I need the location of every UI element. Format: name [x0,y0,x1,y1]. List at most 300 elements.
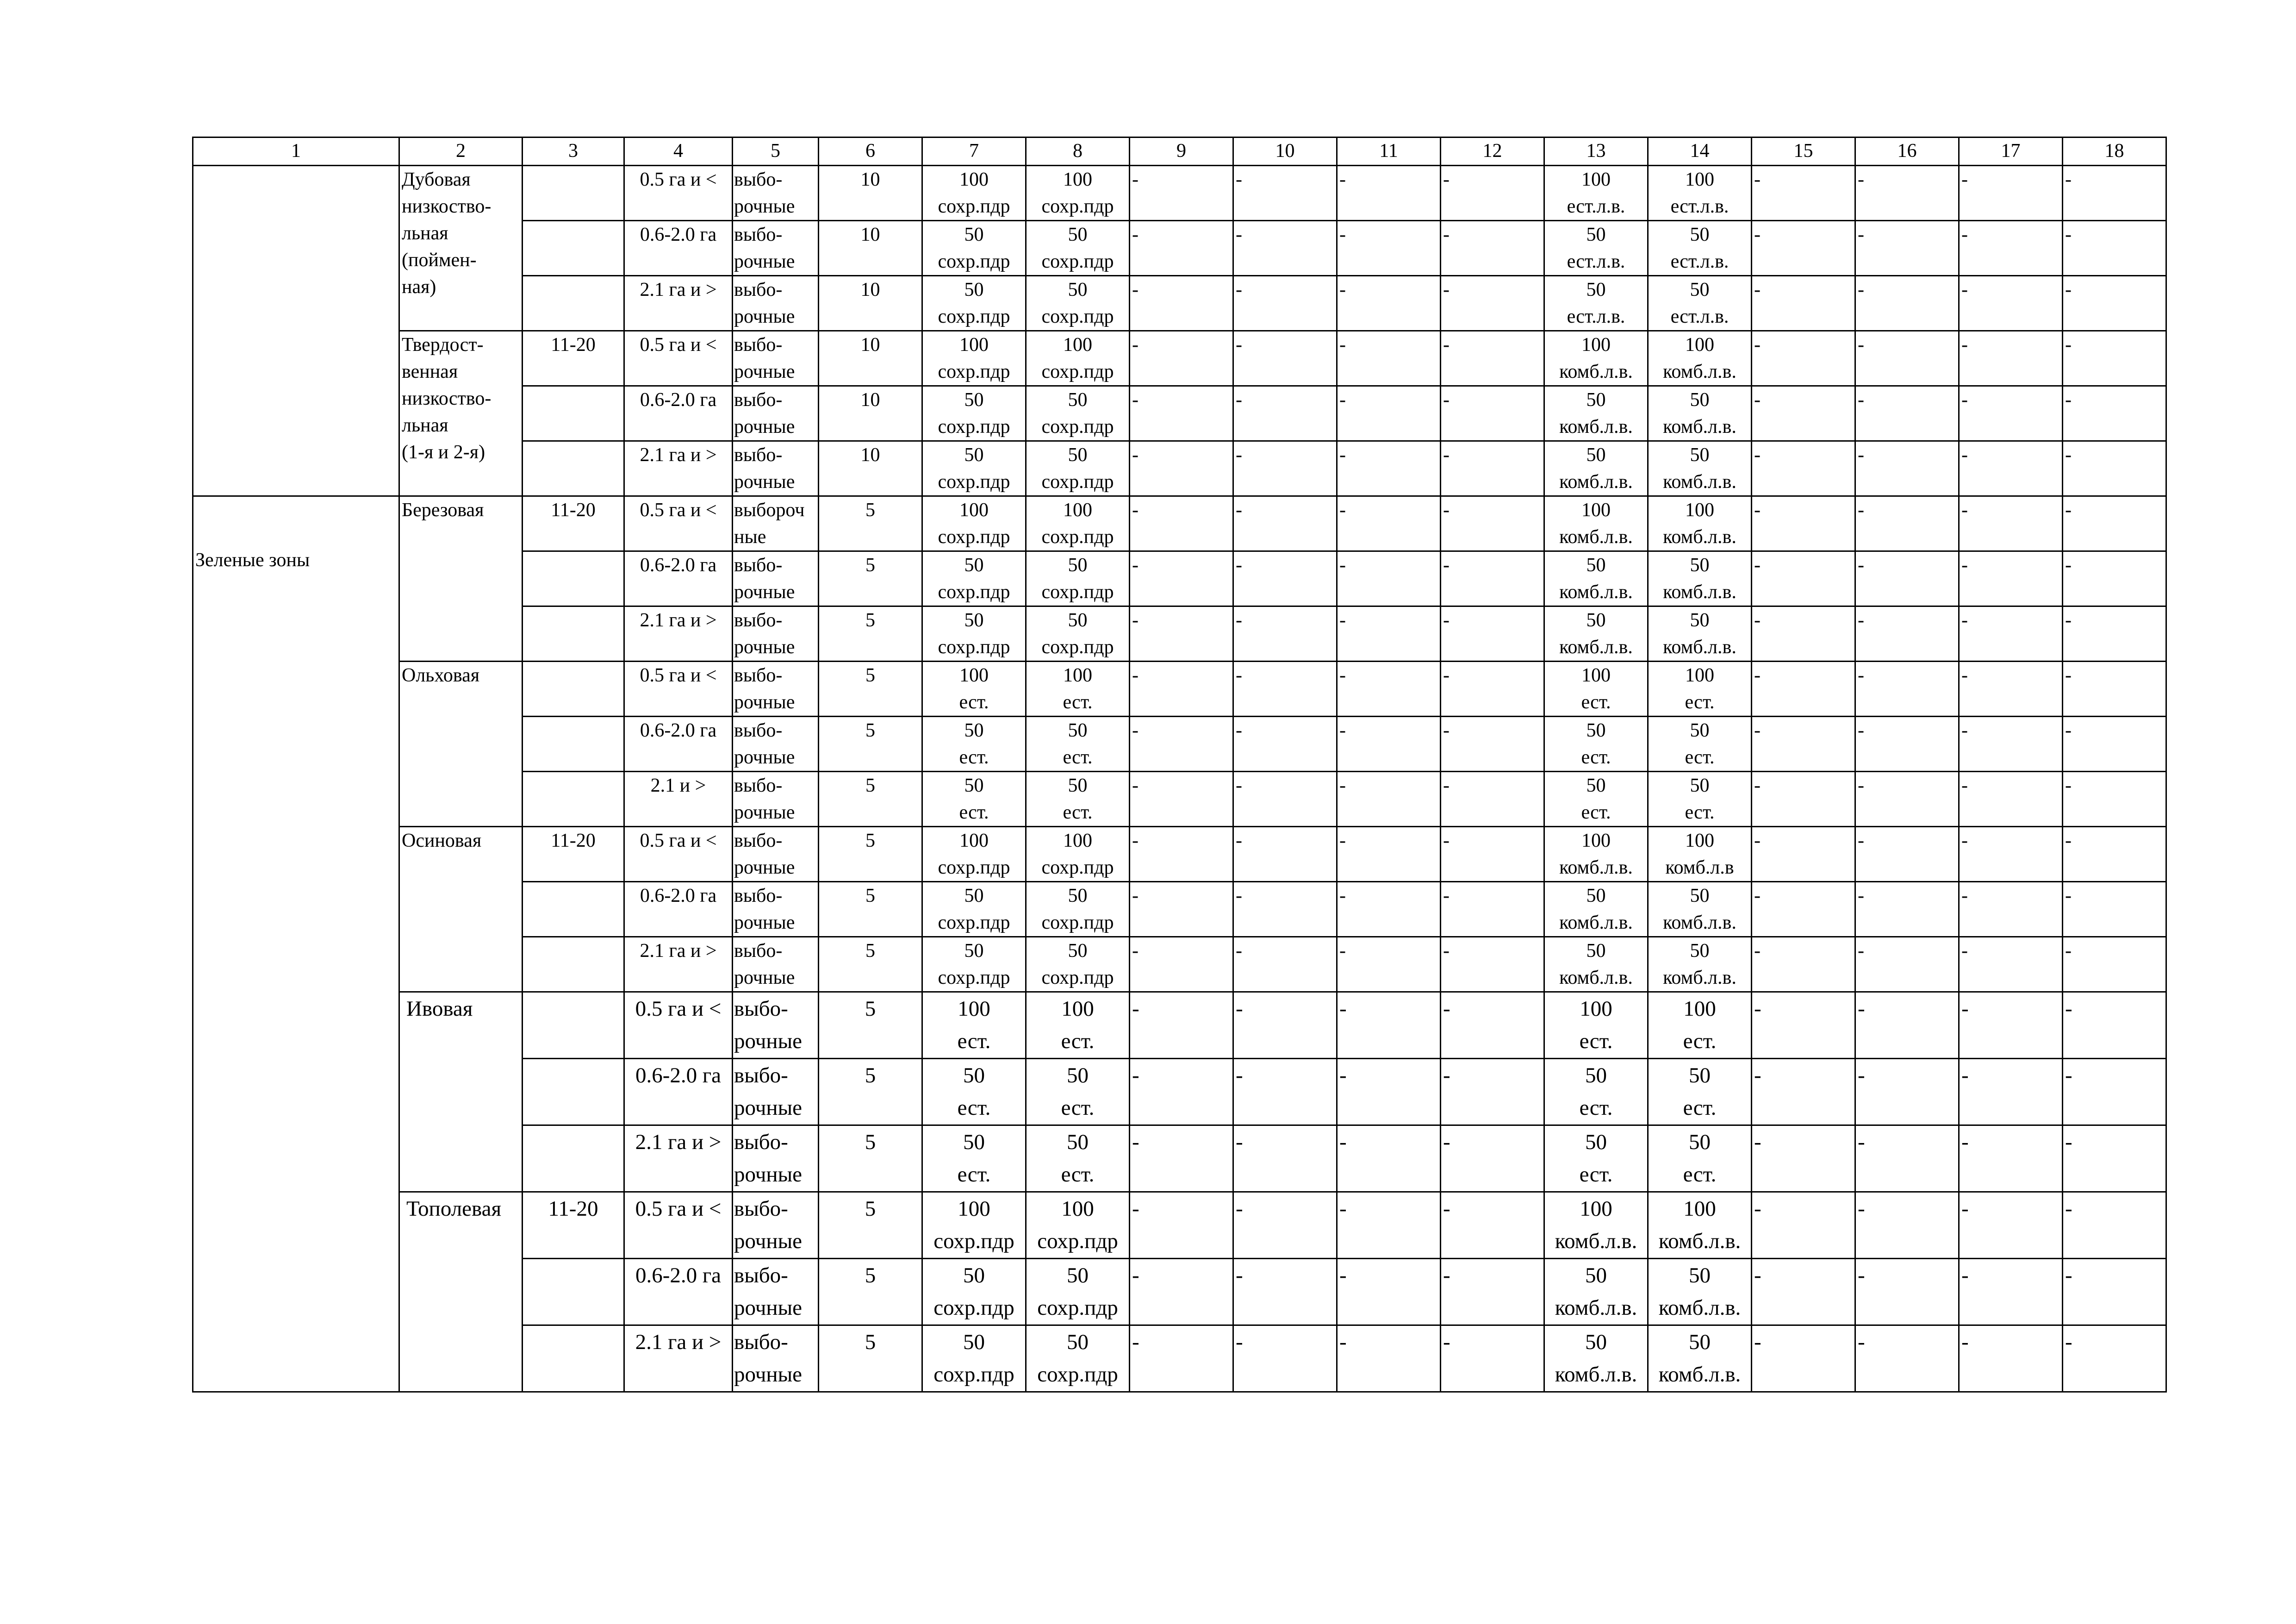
dash-cell: - [1959,992,2063,1059]
area-cell: 0.6-2.0 га [624,1059,733,1125]
dash-cell: - [1233,1059,1337,1125]
c14-method: комб.л.в. [1663,416,1736,437]
dash-cell: - [1441,882,1544,937]
c13-cell [1544,386,1648,441]
age-cell [523,606,624,662]
header-cell-13: 13 [1544,137,1648,166]
dash-cell: - [1130,1325,1233,1392]
c14-method: комб.л.в. [1663,526,1736,548]
c8-cell [1026,551,1130,606]
dash-cell: - [2063,441,2166,496]
dash-cell: - [1441,662,1544,717]
header-cell-5: 5 [733,137,819,166]
c13-value: 50 [1586,555,1606,576]
dash-cell: - [1959,1125,2063,1192]
col6-cell: 5 [819,1125,922,1192]
dash-cell: - [2063,1125,2166,1192]
c8-value: 50 [1067,1263,1089,1287]
dash-cell: - [1130,1259,1233,1325]
dash-cell: - [1441,606,1544,662]
forest-type-cell [399,1192,523,1392]
c14-method: комб.л.в. [1658,1296,1741,1320]
c8-method: сохр.пдр [1037,1362,1118,1387]
c8-value: 50 [1068,610,1088,631]
c7-cell [922,441,1026,496]
cut-type-line: рочные [734,416,795,437]
c13-method: комб.л.в. [1559,637,1633,658]
c13-cell [1544,496,1648,551]
dash-cell: - [1130,1059,1233,1125]
table-row [193,331,2166,386]
area-cell: 2.1 га и > [624,1125,733,1192]
dash-cell: - [1130,166,1233,221]
c7-value: 100 [959,500,989,521]
dash-cell: - [1233,386,1337,441]
cut-type-line: рочные [734,1296,803,1320]
cut-type-cell [733,496,819,551]
dash-cell: - [1337,717,1441,772]
c7-value: 50 [964,885,984,906]
c13-cell [1544,1325,1648,1392]
c8-value: 100 [1063,334,1092,356]
c14-cell [1648,386,1752,441]
forest-type-line: Тополевая [406,1197,502,1221]
cut-type-cell [733,386,819,441]
dash-cell: - [1855,496,1959,551]
c8-value: 50 [1068,279,1088,300]
dash-cell: - [2063,496,2166,551]
header-cell-6: 6 [819,137,922,166]
dash-cell: - [1130,496,1233,551]
cut-type-line: выбо- [734,1063,788,1087]
c14-value: 50 [1689,1330,1711,1354]
c7-cell [922,166,1026,221]
area-cell: 0.5 га и < [624,992,733,1059]
c14-method: ест.л.в. [1670,196,1729,217]
dash-cell: - [1337,331,1441,386]
c7-cell [922,717,1026,772]
dash-cell: - [2063,221,2166,276]
cut-type-line: выбо- [734,389,783,411]
dash-cell: - [2063,1059,2166,1125]
dash-cell: - [1959,606,2063,662]
c8-cell [1026,772,1130,827]
dash-cell: - [1233,441,1337,496]
area-cell: 0.6-2.0 га [624,717,733,772]
c14-cell [1648,166,1752,221]
c14-method: комб.л.в. [1658,1229,1741,1253]
dash-cell: - [1130,937,1233,992]
c13-value: 100 [1581,665,1611,686]
c14-method: ест. [1683,1096,1717,1120]
dash-cell: - [1752,1125,1855,1192]
area-cell: 2.1 га и > [624,606,733,662]
c7-method: сохр.пдр [938,361,1010,382]
forest-type-cell [399,166,523,331]
c13-value: 50 [1586,775,1606,796]
dash-cell: - [1130,1192,1233,1259]
cut-type-line: рочные [734,1162,803,1187]
dash-cell: - [1233,772,1337,827]
c8-value: 50 [1068,940,1088,962]
c13-method: комб.л.в. [1555,1229,1637,1253]
c13-value: 50 [1586,389,1606,411]
dash-cell: - [1441,772,1544,827]
c14-cell [1648,662,1752,717]
area-cell: 0.5 га и < [624,1192,733,1259]
dash-cell: - [1959,496,2063,551]
c7-value: 100 [959,334,989,356]
cut-type-line: выбо- [734,830,783,851]
dash-cell: - [1752,992,1855,1059]
cut-type-line: рочные [734,1029,803,1053]
c14-value: 50 [1689,1130,1711,1154]
dash-cell: - [1752,1325,1855,1392]
c8-cell [1026,937,1130,992]
dash-cell: - [1441,441,1544,496]
age-cell: 11-20 [523,1192,624,1259]
dash-cell: - [1337,992,1441,1059]
forest-type-line: низкоство- [402,388,492,409]
dash-cell: - [1337,1059,1441,1125]
c8-cell [1026,1325,1130,1392]
dash-cell: - [2063,662,2166,717]
c8-cell [1026,1059,1130,1125]
c13-method: комб.л.в. [1559,967,1633,988]
area-cell: 0.6-2.0 га [624,882,733,937]
cut-type-line: выбо- [734,555,783,576]
dash-cell: - [2063,331,2166,386]
dash-cell: - [1441,331,1544,386]
dash-cell: - [1959,276,2063,331]
c13-cell [1544,1059,1648,1125]
area-cell: 0.6-2.0 га [624,551,733,606]
age-cell [523,772,624,827]
c14-cell [1648,276,1752,331]
dash-cell: - [1752,827,1855,882]
c7-value: 50 [964,940,984,962]
c14-value: 50 [1690,720,1710,741]
dash-cell: - [1855,331,1959,386]
table-row [193,827,2166,882]
c13-cell [1544,166,1648,221]
dash-cell: - [1337,772,1441,827]
cut-type-line: выбо- [734,885,783,906]
dash-cell: - [1233,551,1337,606]
c7-cell [922,386,1026,441]
cut-type-cell [733,221,819,276]
c14-method: комб.л.в. [1663,361,1736,382]
c14-value: 50 [1689,1263,1711,1287]
c8-cell [1026,662,1130,717]
dash-cell: - [1130,276,1233,331]
c13-cell [1544,221,1648,276]
c13-cell [1544,441,1648,496]
c8-cell [1026,882,1130,937]
c8-cell [1026,717,1130,772]
c7-cell [922,1059,1026,1125]
forest-type-line: венная [402,361,458,382]
dash-cell: - [1752,386,1855,441]
dash-cell: - [1855,441,1959,496]
c8-cell [1026,606,1130,662]
c14-method: комб.л.в. [1658,1362,1741,1387]
dash-cell: - [1752,441,1855,496]
c7-value: 100 [959,169,989,190]
c13-cell [1544,1192,1648,1259]
dash-cell: - [1959,331,2063,386]
cut-type-line: выбо- [734,720,783,741]
col6-cell: 5 [819,1059,922,1125]
dash-cell: - [1855,882,1959,937]
c14-cell [1648,937,1752,992]
c14-cell [1648,882,1752,937]
dash-cell: - [2063,276,2166,331]
col6-cell: 5 [819,551,922,606]
dash-cell: - [2063,827,2166,882]
c13-cell [1544,937,1648,992]
c14-method: ест.л.в. [1670,251,1729,272]
c7-value: 50 [963,1063,985,1087]
dash-cell: - [1130,606,1233,662]
cut-type-cell [733,827,819,882]
area-cell: 2.1 га и > [624,276,733,331]
c7-value: 50 [963,1330,985,1354]
c13-cell [1544,331,1648,386]
c7-method: сохр.пдр [938,912,1010,933]
c8-method: сохр.пдр [1041,967,1114,988]
c7-method: сохр.пдр [938,857,1010,878]
table-row [193,662,2166,717]
c8-value: 50 [1067,1130,1089,1154]
c13-method: комб.л.в. [1559,416,1633,437]
forest-type-line: Березовая [402,500,484,521]
c14-value: 50 [1690,885,1710,906]
c14-cell [1648,331,1752,386]
c14-value: 100 [1685,500,1714,521]
c8-method: сохр.пдр [1041,196,1114,217]
c13-value: 100 [1581,169,1611,190]
dash-cell: - [1959,772,2063,827]
c14-value: 50 [1690,279,1710,300]
c14-method: ест. [1683,1029,1717,1053]
c14-value: 50 [1690,444,1710,466]
dash-cell: - [1233,1125,1337,1192]
dash-cell: - [1233,276,1337,331]
cut-type-line: ные [734,526,766,548]
dash-cell: - [1130,717,1233,772]
cut-type-line: рочные [734,306,795,327]
c7-method: сохр.пдр [938,416,1010,437]
c7-method: сохр.пдр [933,1362,1014,1387]
dash-cell: - [2063,772,2166,827]
c7-method: ест. [957,1096,991,1120]
c13-value: 100 [1580,1197,1612,1221]
header-cell-17: 17 [1959,137,2063,166]
area-cell: 2.1 га и > [624,937,733,992]
dash-cell: - [1752,717,1855,772]
c7-cell [922,882,1026,937]
c7-value: 50 [964,555,984,576]
c8-method: сохр.пдр [1041,581,1114,603]
dash-cell: - [1233,166,1337,221]
c14-value: 100 [1685,830,1714,851]
col6-cell: 5 [819,772,922,827]
cut-type-cell [733,1125,819,1192]
area-cell: 0.5 га и < [624,662,733,717]
c7-method: сохр.пдр [938,581,1010,603]
cut-type-line: выбо- [734,1330,788,1354]
c8-value: 100 [1063,169,1092,190]
col6-cell: 5 [819,827,922,882]
forest-type-line: льная [402,223,448,244]
dash-cell: - [1441,496,1544,551]
c14-cell [1648,441,1752,496]
c13-value: 50 [1585,1063,1607,1087]
c13-method: комб.л.в. [1555,1362,1637,1387]
zone-cell [193,166,399,496]
c7-value: 50 [964,279,984,300]
header-cell-7: 7 [922,137,1026,166]
col6-cell: 5 [819,992,922,1059]
header-cell-1: 1 [193,137,399,166]
c7-cell [922,772,1026,827]
cut-type-line: рочные [734,802,795,823]
dash-cell: - [1337,606,1441,662]
c8-method: сохр.пдр [1041,912,1114,933]
c8-cell [1026,331,1130,386]
c13-method: ест. [1581,692,1611,713]
cut-type-line: выбо- [734,169,783,190]
cut-type-cell [733,441,819,496]
dash-cell: - [1130,882,1233,937]
dash-cell: - [1337,276,1441,331]
c14-cell [1648,1325,1752,1392]
dash-cell: - [1855,551,1959,606]
c8-cell [1026,441,1130,496]
c8-value: 50 [1068,555,1088,576]
dash-cell: - [1855,1059,1959,1125]
dash-cell: - [1855,662,1959,717]
forestry-table [192,137,2167,1393]
cut-type-line: рочные [734,471,795,493]
document-sheet [192,137,2164,1393]
c7-value: 100 [959,665,989,686]
c13-method: ест. [1581,802,1611,823]
dash-cell: - [1959,1259,2063,1325]
dash-cell: - [1130,772,1233,827]
c7-cell [922,551,1026,606]
c13-cell [1544,662,1648,717]
age-cell [523,662,624,717]
c7-value: 100 [959,830,989,851]
c8-cell [1026,1125,1130,1192]
c8-cell [1026,386,1130,441]
c13-value: 100 [1581,334,1611,356]
forest-type-line: (поймен- [402,250,477,271]
cut-type-cell [733,717,819,772]
dash-cell: - [1855,221,1959,276]
dash-cell: - [1855,276,1959,331]
dash-cell: - [1855,166,1959,221]
dash-cell: - [1752,772,1855,827]
c7-method: сохр.пдр [938,471,1010,493]
c8-value: 50 [1068,775,1088,796]
header-cell-8: 8 [1026,137,1130,166]
c7-value: 50 [964,775,984,796]
forest-type-line: Ивовая [406,997,473,1021]
age-cell [523,441,624,496]
c14-cell [1648,827,1752,882]
dash-cell: - [1337,827,1441,882]
c13-value: 50 [1586,610,1606,631]
age-cell [523,937,624,992]
col6-cell: 10 [819,441,922,496]
dash-cell: - [1959,166,2063,221]
age-cell: 11-20 [523,331,624,386]
dash-cell: - [1130,827,1233,882]
col6-cell: 10 [819,386,922,441]
forest-type-line: Твердост- [402,334,484,356]
c8-value: 100 [1061,1197,1094,1221]
cut-type-cell [733,662,819,717]
table-row [193,166,2166,221]
header-cell-3: 3 [523,137,624,166]
c13-method: ест. [1579,1162,1613,1187]
dash-cell: - [1337,496,1441,551]
c7-method: сохр.пдр [933,1229,1014,1253]
c8-cell [1026,166,1130,221]
cut-type-line: рочные [734,747,795,768]
forest-type-line: Осиновая [402,830,482,851]
dash-cell: - [2063,1259,2166,1325]
c7-value: 50 [964,720,984,741]
c13-method: комб.л.в. [1559,526,1633,548]
c13-method: комб.л.в. [1559,471,1633,493]
c8-value: 50 [1068,389,1088,411]
header-cell-9: 9 [1130,137,1233,166]
dash-cell: - [1337,1125,1441,1192]
col6-cell: 5 [819,1325,922,1392]
forest-type-line: Дубовая [402,169,471,190]
c7-method: ест. [959,692,989,713]
header-cell-16: 16 [1855,137,1959,166]
c14-method: ест. [1685,747,1715,768]
age-cell [523,386,624,441]
c7-cell [922,992,1026,1059]
dash-cell: - [1130,221,1233,276]
age-cell [523,717,624,772]
table-row [193,1192,2166,1259]
age-cell [523,1125,624,1192]
c14-value: 50 [1690,940,1710,962]
c8-value: 50 [1068,444,1088,466]
c14-method: комб.л.в [1665,857,1734,878]
c14-method: ест. [1685,692,1715,713]
c14-value: 100 [1683,1197,1716,1221]
c7-value: 50 [964,389,984,411]
dash-cell: - [2063,882,2166,937]
c7-method: ест. [959,802,989,823]
dash-cell: - [1855,827,1959,882]
c14-method: комб.л.в. [1663,637,1736,658]
dash-cell: - [1441,1125,1544,1192]
forest-type-cell [399,331,523,496]
dash-cell: - [2063,1325,2166,1392]
cut-type-cell [733,276,819,331]
c8-value: 100 [1063,665,1092,686]
c7-cell [922,1125,1026,1192]
